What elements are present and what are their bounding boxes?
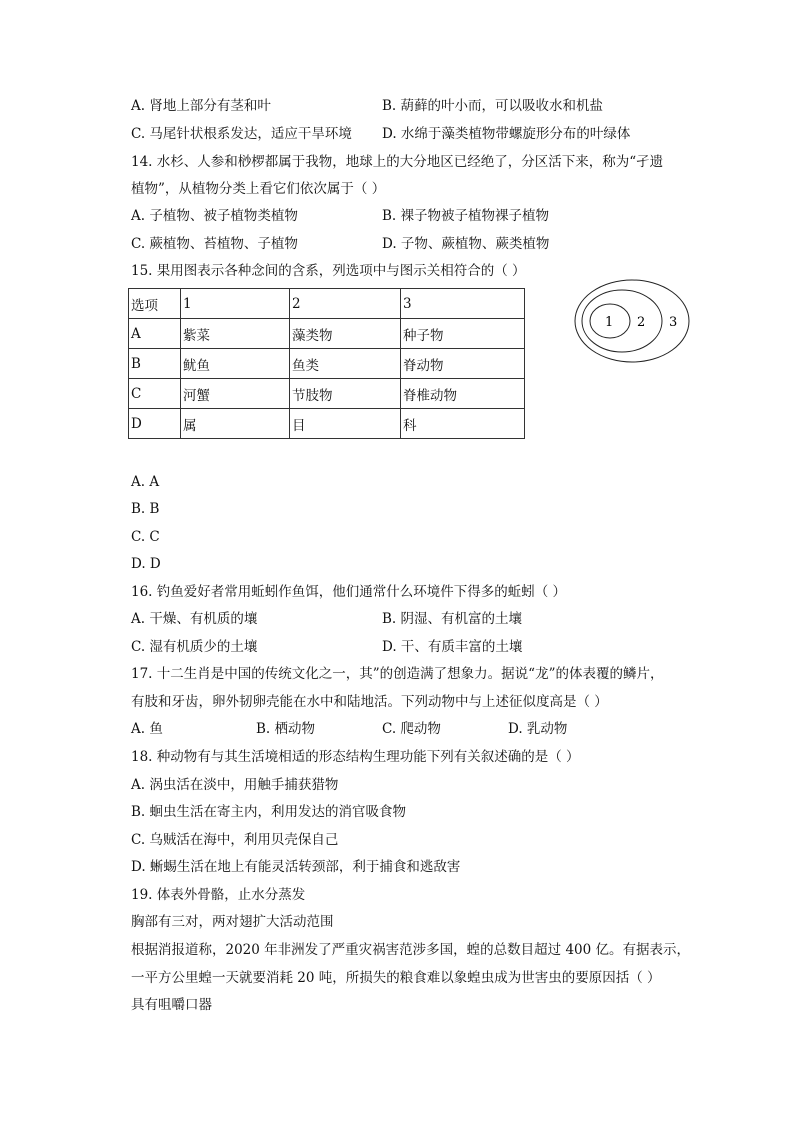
table-cell: 河蟹 <box>181 379 290 409</box>
q14-option-c: C. 蕨植物、苔植物、子植物 <box>131 236 298 252</box>
q15-option-b: B. B <box>131 501 160 517</box>
table-header-cell: 1 <box>181 289 290 319</box>
q14-option-b: B. 裸子物被子植物裸子植物 <box>382 208 550 224</box>
q13-option-a: A. 肾地上部分有茎和叶 <box>131 98 271 114</box>
table-row <box>129 319 525 349</box>
table-cell: 属 <box>181 409 290 439</box>
q15-option-c: C. C <box>131 529 160 545</box>
q14-option-a: A. 子植物、被子植物类植物 <box>131 208 298 224</box>
table-row <box>129 349 525 379</box>
table-row <box>129 409 525 439</box>
table-cell: C <box>129 379 181 409</box>
q15-option-a: A. A <box>131 474 160 490</box>
table-cell: 脊动物 <box>401 349 525 379</box>
q13-option-b: B. 葫藓的叶小而，可以吸收水和机盐 <box>382 98 604 114</box>
q14-stem-line2: 植物”，从植物分类上看它们依次属于（ ） <box>131 181 386 197</box>
table-cell: B <box>129 349 181 379</box>
q19-line1: 19. 体表外骨骼，止水分蒸发 <box>131 887 306 903</box>
q14-stem-line1: 14. 水杉、人参和桫椤都属于我物，地球上的大分地区已经绝了，分区活下来，称为“孑遗 <box>131 154 664 170</box>
table-cell: 种子物 <box>401 319 525 349</box>
table-cell: 藻类物 <box>290 319 401 349</box>
q18-option-c: C. 乌贼活在海中，利用贝壳保自己 <box>131 832 339 848</box>
table-header-cell: 2 <box>290 289 401 319</box>
q17-option-c: C. 爬动物 <box>382 721 441 737</box>
q14-option-d: D. 子物、蕨植物、蕨类植物 <box>382 236 550 252</box>
circle-label-2: 2 <box>637 315 646 330</box>
table-cell: 紫菜 <box>181 319 290 349</box>
q16-stem: 16. 钓鱼爱好者常用蚯蚓作鱼饵，他们通常什么环境件下得多的蚯蚓（ ） <box>131 584 567 600</box>
table-cell: 鱿鱼 <box>181 349 290 379</box>
q16-option-d: D. 干、有质丰富的土壤 <box>382 639 523 655</box>
q15-option-d: D. D <box>131 556 161 572</box>
q18-option-d: D. 蜥蜴生活在地上有能灵活转颈部，利于捕食和逃敌害 <box>131 859 461 875</box>
table-header-cell: 3 <box>401 289 525 319</box>
q18-stem: 18. 种动物有与其生活境相适的形态结构生理功能下列有关叙述确的是（ ） <box>131 749 580 765</box>
table-cell: 鱼类 <box>290 349 401 379</box>
q19-line4: 一平方公里蝗一天就要消耗 20 吨，所损失的粮食难以象蝗虫成为世害虫的要原因括（ ） <box>131 970 661 986</box>
circle-label-3: 3 <box>669 315 678 330</box>
q16-option-a: A. 干燥、有机质的壤 <box>131 611 258 627</box>
table-cell: 脊椎动物 <box>401 379 525 409</box>
q13-option-c: C. 马尾针状根系发达，适应干旱环境 <box>131 126 352 142</box>
circle-label-1: 1 <box>605 315 614 330</box>
table-cell: 节肢物 <box>290 379 401 409</box>
q19-line5: 具有咀嚼口器 <box>131 997 212 1013</box>
q16-option-c: C. 湿有机质少的土壤 <box>131 639 258 655</box>
q17-stem-line1: 17. 十二生肖是中国的传统文化之一，其”的创造满了想象力。据说“龙”的体表覆的鳞片， <box>131 666 664 682</box>
q18-option-a: A. 涡虫活在淡中，用触手捕获猎物 <box>131 777 339 793</box>
q16-option-b: B. 阴湿、有机富的土壤 <box>382 611 523 627</box>
table-row <box>129 379 525 409</box>
table-cell: 科 <box>401 409 525 439</box>
q15-stem: 15. 果用图表示各种念间的含系，列选项中与图示关相符合的（ ） <box>131 263 526 279</box>
circle-middle-2 <box>582 290 662 352</box>
table-cell: D <box>129 409 181 439</box>
q15-table <box>128 288 525 439</box>
q13-option-d: D. 水绵于藻类植物带螺旋形分布的叶绿体 <box>382 126 631 142</box>
q18-option-b: B. 蛔虫生活在寄主内，利用发达的消官吸食物 <box>131 804 407 820</box>
table-header-row <box>129 289 525 319</box>
q15-nested-circles-diagram <box>572 278 696 366</box>
q17-option-b: B. 栖动物 <box>256 721 316 737</box>
q17-stem-line2: 有肢和牙齿，卵外韧卵壳能在水中和陆地活。下列动物中与上述征似度高是（ ） <box>131 694 608 710</box>
table-cell: A <box>129 319 181 349</box>
q19-line2: 胸部有三对，两对翅扩大活动范围 <box>131 914 334 930</box>
q19-line3: 根据消报道称，2020 年非洲发了严重灾祸害范涉多国，蝗的总数目超过 400 亿。有据表示， <box>131 942 690 958</box>
table-header-cell: 选项 <box>129 289 181 319</box>
q17-option-d: D. 乳动物 <box>508 721 568 737</box>
q17-option-a: A. 鱼 <box>131 721 163 737</box>
table-cell: 目 <box>290 409 401 439</box>
